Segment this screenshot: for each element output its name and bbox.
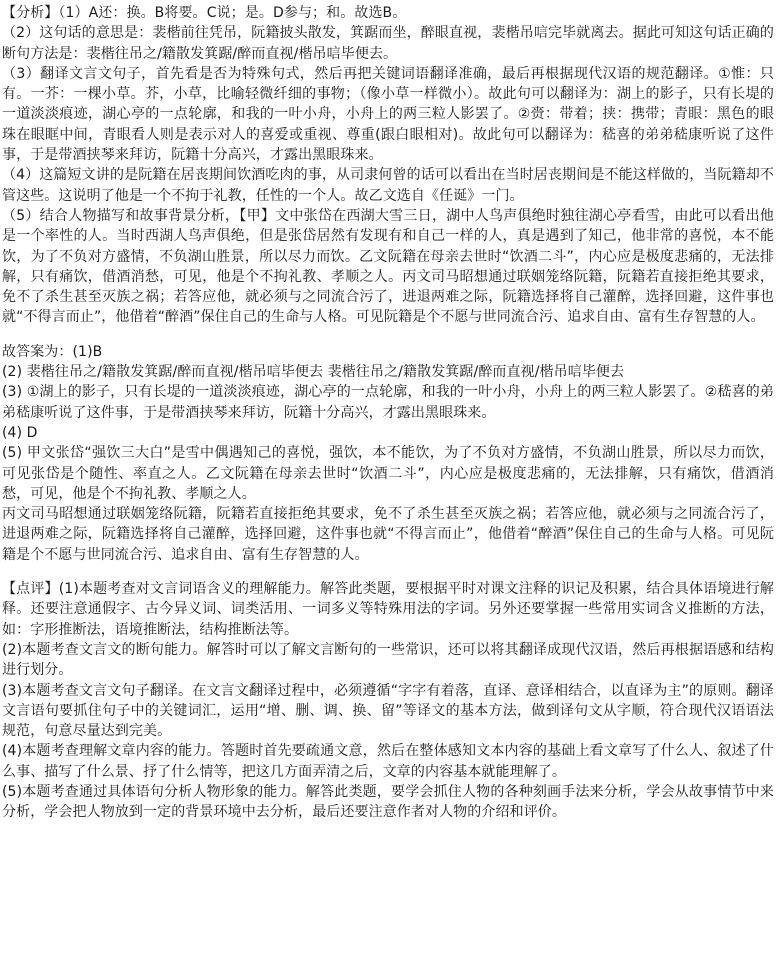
analysis-part-5: （5）结合人物描写和故事背景分析，【甲】文中张岱在西湖大雪三日，湖中人鸟声俱绝时独往湖心亭看雪，由此可以看出他是一个率性的人。当时西湖人鸟声俱绝，但是张岱居然有发现有和自己一样的人，真是遇到了知己，他非常的喜悦，本不能饮，为了不负对方盛情，不负湖山胜景，所以尽力而饮。乙文阮籍在母亲去世时“饮酒二斗”，内心应是极度悲痛的，无法排解，只有痛饮，借酒消愁，可见，他是个不拘礼教、孝顺之人。丙文司马昭想通过联姻笼络阮籍，阮籍若直接拒绝其要求，免不了杀生甚至灭族之祸；若答应他，就必须与之同流合污了，进退两难之际，阮籍选择将自己灌醉，选择回避，这件事也就“不得言而止”，他借着“醉酒”保住自己的生命与人格。可见阮籍是个不愿与世同流合污、追求自由、富有生存智慧的人。 [2,207,774,326]
answer-section [2,342,774,565]
answer-part-3: (3) ①湖上的影子，只有长堤的一道淡淡痕迹，湖心亭的一点轮廓，和我的一叶小舟，小舟上的两三粒人影罢了。②嵇喜的弟弟嵇康听说了这件事，于是带酒挟琴来拜访，阮籍十分高兴，才露出黑眼珠来。 [2,384,774,421]
analysis-section [2,3,774,328]
analysis-part-4: （4）这篇短文讲的是阮籍在居丧期间饮酒吃肉的事，从司隶何曾的话可以看出在当时居丧期间是不能这样做的，当阮籍却不管这些。这说明了他是一个不拘于礼教，任性的一个人。故乙文选自《任诞》一门。 [2,167,774,204]
answer-part-2: (2) 裴楷往吊之/籍散发箕踞/醉而直视/楷吊唁毕便去 裴楷往吊之/籍散发箕踞/醉而直视/楷吊唁毕便去 [2,364,625,381]
comment-part-1: 【点评】(1)本题考查对文言词语含义的理解能力。解答此类题，要根据平时对课文注释的识记及积累，结合具体语境进行解释。还要注意通假字、古今异义词、词类活用、一词多义等特殊用法的字词。另外还要掌握一些常用实词含义推断的方法，如：字形推断法，语境推断法，结构推断法等。 [2,581,774,638]
comment-part-2: (2)本题考查文言文的断句能力。解答时可以了解文言断句的一些常识，还可以将其翻译成现代汉语，然后再根据语感和结构进行划分。 [2,641,774,679]
comment-part-4: (4)本题考查理解文章内容的能力。答题时首先要疏通文意，然后在整体感知文本内容的基础上看文章写了什么人、叙述了什么事、描写了什么景、抒了什么情等，把这几方面弄清之后，文章的内容基本就能理解了。 [2,743,774,780]
comment-section [2,579,774,823]
answer-part-4: (4) D [2,424,38,441]
comment-part-5: (5)本题考查通过具体语句分析人物形象的能力。解答此类题，要学会抓住人物的各种刻画手法来分析，学会从故事情节中来分析，学会把人物放到一定的背景环境中去分析，最后还要注意作者对人物的介绍和评价。 [2,783,774,821]
answer-part-1: 故答案为：(1)B [2,343,103,360]
section-spacer [2,565,774,579]
analysis-part-3: （3）翻译文言文句子，首先看是否为特殊句式，然后再把关键词语翻译准确，最后再根据现代汉语的规范翻译。①惟：只有。一芥：一棵小草。芥，小草，比喻轻微纤细的事物；（像小草一样微小）。故此句可以翻译为：湖上的影子，只有长堤的一道淡淡痕迹，湖心亭的一点轮廓，和我的一叶小舟，小舟上的两三粒人影罢了。②赍：带着；挟：携带；青眼：黑色的眼珠在眼眶中间，青眼看人则是表示对人的喜爱或重视、尊重(跟白眼相对)。故此句可以翻译为：嵇喜的弟弟嵇康听说了这件事，于是带酒挟琴来拜访，阮籍十分高兴，才露出黑眼珠来。 [2,65,774,164]
answer-part-6: 丙文司马昭想通过联姻笼络阮籍，阮籍若直接拒绝其要求，免不了杀生甚至灭族之祸；若答应他，就必须与之同流合污了，进退两难之际，阮籍选择将自己灌醉，选择回避，这件事也就“不得言而止”，他借着“醉酒”保住自己的生命与人格。可见阮籍是个不愿与世同流合污、追求自由、富有生存智慧的人。 [2,506,774,563]
answer-part-5: (5) 甲文张岱“强饮三大白”是雪中偶遇知己的喜悦，强饮，本不能饮，为了不负对方盛情，不负湖山胜景，所以尽力而饮，可见张岱是个随性、率直之人。乙文阮籍在母亲去世时“饮酒二斗”，内心应是极度悲痛的，无法排解，只有痛饮，借酒消愁，可见，他是个不拘礼教、孝顺之人。 [2,445,774,502]
section-spacer [2,328,774,342]
analysis-part-2: （2）这句话的意思是：裴楷前往凭吊，阮籍披头散发，箕踞而坐，醉眼直视，裴楷吊唁完毕就离去。据此可知这句话正确的断句方法是：裴楷往吊之/籍散发箕踞/醉而直视/楷吊唁毕便去。 [2,25,774,62]
comment-part-3: (3)本题考查文言文句子翻译。在文言文翻译过程中，必须遵循“字字有着落，直译、意译相结合，以直译为主”的原则。翻译文言语句要抓住句子中的关键词汇，运用“增、删、调、换、留”等译文的基本方法，做到译句文从字顺，符合现代汉语语法规范，句意尽量达到完美。 [2,682,774,740]
analysis-part-1: 【分析】（1）A还：换。B将要。C说；是。D参与；和。故选B。 [2,5,407,21]
